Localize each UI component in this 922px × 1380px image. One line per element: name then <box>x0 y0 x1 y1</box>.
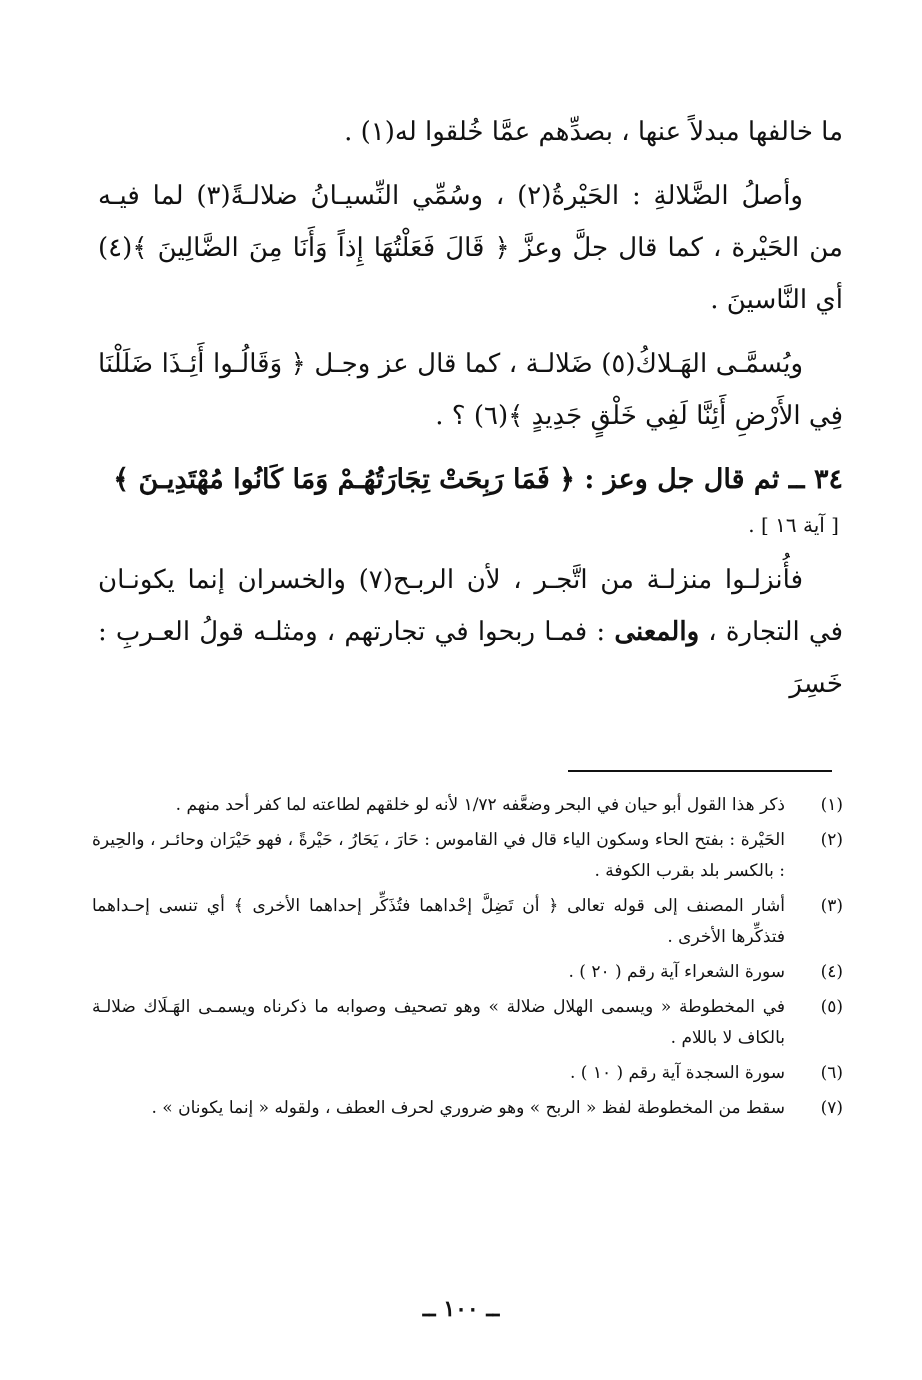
text-line-1: ما خالفها مبدلاً عنها ، بصدِّهم عمَّا خُلقوا له(١) . <box>344 117 843 147</box>
paragraph-misguidance: وأصلُ الضَّلالةِ : الحَيْرةُ(٢) ، وسُمِّي النِّسيـانُ ضلالـةً(٣) لما فيـه من الحَيْرة ، كما قال جلَّ وعزَّ ﴿ قَالَ فَعَلْتُهَا إِذاً وَأَنَا مِنَ الضَّالِينَ ﴾(٤) أي النَّاسينَ . <box>98 181 843 315</box>
footnote-text: سقط من المخطوطة لفظ « الربح » وهو ضروري لحرف العطف ، ولقوله « إنما يكونان » . <box>151 1098 785 1118</box>
footnotes <box>92 790 843 1128</box>
paragraph-trade-end: : فمـا ربحوا في تجارتهم ، ومثلـه قولُ العـربِ : خَسِرَ <box>98 617 843 699</box>
footnote-text: أشار المصنف إلى قوله تعالى ﴿ أن تَضِلَّ إحْداهما فتُذَكِّر إحداهما الأخرى ﴾ أي تنسى إحـداهما فتذكِّرها الأخرى . <box>92 896 785 947</box>
footnote-text: الحَيْرة : بفتح الحاء وسكون الياء قال في القاموس : حَارَ ، يَحَارُ ، حَيْرةً ، فهو حَيْرَان وحائـر ، والحِيرة : بالكسر بلد بقرب الكوفة . <box>92 830 785 881</box>
paragraph-trade-keyword: والمعنى <box>614 617 700 647</box>
footnote-6 <box>92 1058 843 1089</box>
verse-heading: ٣٤ ــ ثم قال جل وعز : ﴿ فَمَا رَبِحَتْ تِجَارَتُهُـمْ وَمَا كَانُوا مُهْتَدِيـنَ ﴾ <box>113 464 843 495</box>
footnote-7 <box>92 1093 843 1124</box>
footnote-number: (٥) <box>820 997 843 1017</box>
verse-reference: [ آية ١٦ ] . <box>748 513 839 537</box>
footnote-number: (١) <box>820 795 843 815</box>
footnote-text: في المخطوطة « ويسمى الهلال ضلالة » وهو تصحيف وصوابه ما ذكرناه ويسمـى الهَـلَاك ضلالـة بالكاف لا باللام . <box>92 997 785 1048</box>
footnote-number: (٧) <box>820 1098 843 1118</box>
footnote-3 <box>92 891 843 953</box>
main-text <box>98 106 843 710</box>
paragraph-trade-start: فأُنزلـوا منزلـة من اتَّجـر ، لأن الربـح(٧) والخسران إنما يكونـان في التجارة ، <box>98 565 843 647</box>
footnote-text: سورة الشعراء آية رقم ( ٢٠ ) . <box>568 962 785 982</box>
paragraph-trade <box>98 554 843 710</box>
paragraph-destruction: ويُسمَّـى الهَـلاكُ(٥) ضَلالـة ، كما قال عز وجـل ﴿ وَقَالُـوا أَئِـذَا ضَلَلْنَا فِي الأَرْضِ أَئِنَّا لَفِي خَلْقٍ جَدِيدٍ ﴾(٦) ؟ . <box>98 349 843 431</box>
footnote-5 <box>92 992 843 1054</box>
footnote-4 <box>92 957 843 988</box>
footnote-text: ذكر هذا القول أبو حيان في البحر وضعَّفه ١/٧٢ لأنه لو خلقهم لطاعته لما كفر أحد منهم . <box>175 795 785 815</box>
page-number: ــ ١٠٠ ــ <box>422 1296 500 1322</box>
footnote-number: (٢) <box>820 830 843 850</box>
footnote-number: (٤) <box>820 962 843 982</box>
footnote-2 <box>92 825 843 887</box>
footnote-number: (٣) <box>820 896 843 916</box>
footnote-number: (٦) <box>820 1063 843 1083</box>
footnote-text: سورة السجدة آية رقم ( ١٠ ) . <box>570 1063 785 1083</box>
footnote-1 <box>92 790 843 821</box>
footnote-divider <box>568 770 832 772</box>
